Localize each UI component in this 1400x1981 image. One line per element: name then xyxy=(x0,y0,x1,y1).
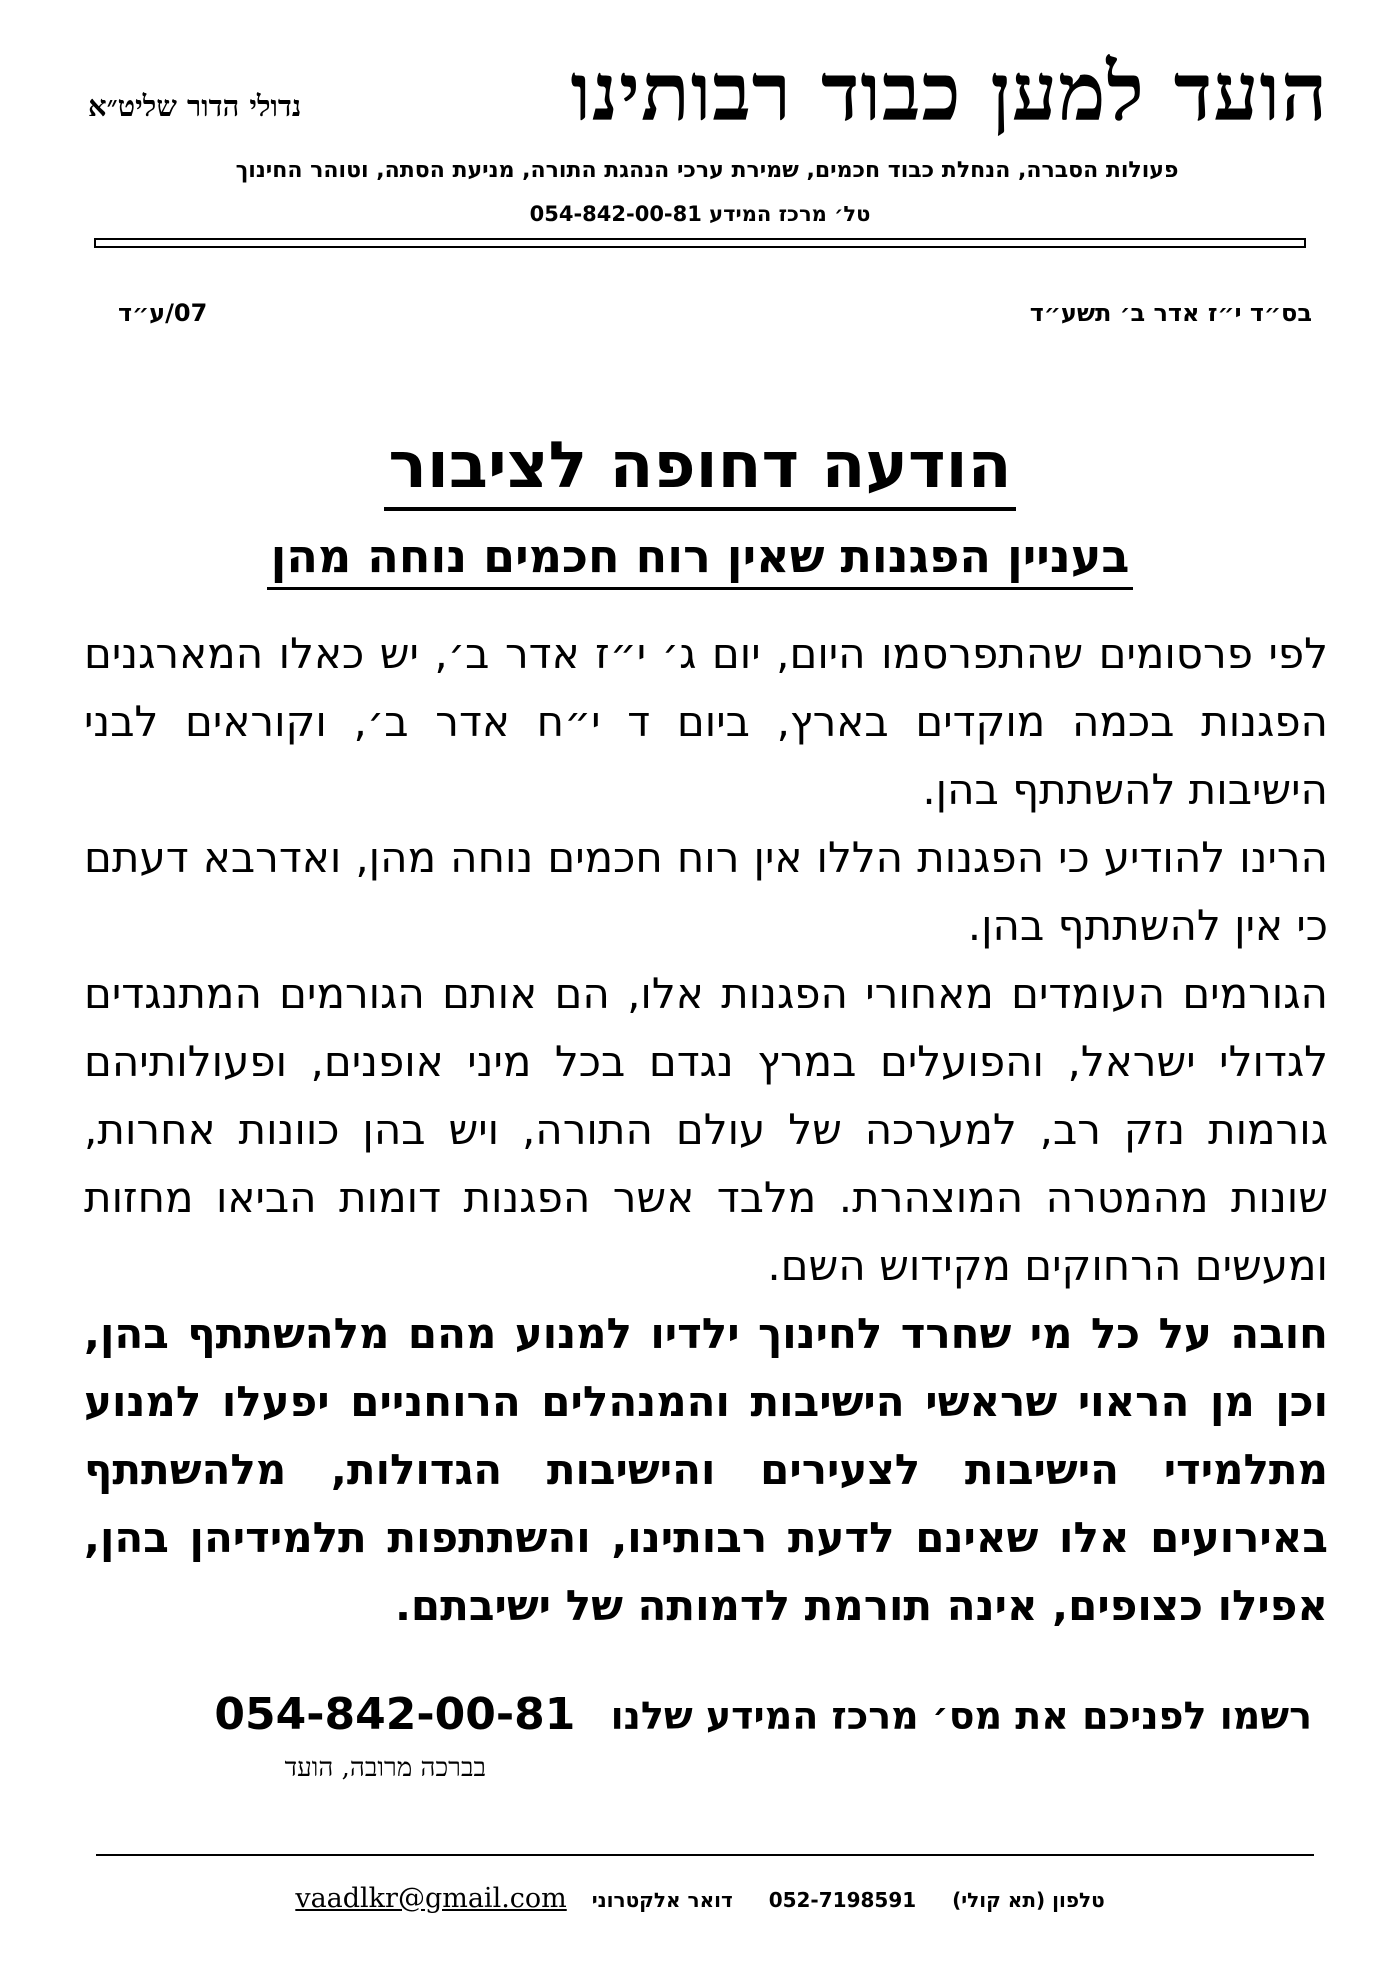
sub-heading xyxy=(0,525,1400,590)
footer-divider xyxy=(96,1854,1314,1856)
footer-phone-label: טלפון (תא קולי) xyxy=(952,1888,1105,1912)
document-date: בס״ד י״ז אדר ב׳ תשע״ד xyxy=(1029,299,1312,327)
contact-label: רשמו לפניכם את מס׳ מרכז המידע שלנו xyxy=(610,1694,1312,1738)
main-heading-text: הודעה דחופה לציבור xyxy=(384,425,1015,511)
organization-title: הועד למען כבוד רבותינו xyxy=(570,45,1328,139)
body-paragraph: חובה על כל מי שחרד לחינוך ילדיו למנוע מהם מלהשתתף בהן, וכן מן הראוי שראשי הישיבות והמנהלים הרוחניים יפעלו למנוע מתלמידי הישיבות לצעירים והישיבות הגדולות, מלהשתתף באירועים אלו שאינם לדעת רבותינו, והשתתפות תלמידיהן בהן, אפילו כצופים, אינה תורמת לדמותה של ישיבתם. xyxy=(84,1309,1328,1630)
header-divider xyxy=(94,238,1306,248)
body-paragraph: לפי פרסומים שהתפרסמו היום, יום ג׳ י״ז אדר ב׳, יש כאלו המארגנים הפגנות בכמה מוקדים בארץ, ביום ד י״ח אדר ב׳, וקוראים לבני הישיבות להשתתף בהן. xyxy=(84,629,1328,814)
sub-heading-text: בעניין הפגנות שאין רוח חכמים נוחה מהן xyxy=(267,525,1134,590)
info-center-phone: טל׳ מרכז המידע 054-842-00-81 xyxy=(529,202,871,226)
contact-number: 054-842-00-81 xyxy=(214,1689,576,1740)
reference-number: 07/ע״ד xyxy=(118,299,208,327)
contact-line xyxy=(214,1690,1312,1741)
footer-phone: 052-7198591 xyxy=(768,1888,917,1912)
organization-subtitle: נדולי הדור שליט״א xyxy=(88,89,302,123)
main-heading xyxy=(0,425,1400,511)
organization-activities: פעולות הסברה, הנחלת כבוד חכמים, שמירת ערכי הנהגת התורה, מניעת הסתה, וטוהר החינוך xyxy=(235,158,1179,183)
body-paragraph: הגורמים העומדים מאחורי הפגנות אלו, הם אותם הגורמים המתנגדים לגדולי ישראל, והפועלים במרץ נגדם בכל מיני אופנים, ופעולותיהם גורמות נזק רב, למערכה של עולם התורה, ויש בהן כוונות אחרות, שונות מהמטרה המוצהרת. מלבד אשר הפגנות דומות הביאו מחזות ומעשים הרחוקים מקידוש השם. xyxy=(84,969,1328,1290)
announcement-body xyxy=(84,620,1328,1640)
footer-email-link[interactable]: vaadlkr@gmail.com xyxy=(295,1883,567,1914)
footer xyxy=(0,1885,1400,1914)
footer-email-label: דואר אלקטרוני xyxy=(591,1888,733,1912)
signature: בברכה מרובה, הועד xyxy=(284,1753,486,1783)
body-paragraph: הרינו להודיע כי הפגנות הללו אין רוח חכמים נוחה מהן, ואדרבא דעתם כי אין להשתתף בהן. xyxy=(84,833,1328,950)
